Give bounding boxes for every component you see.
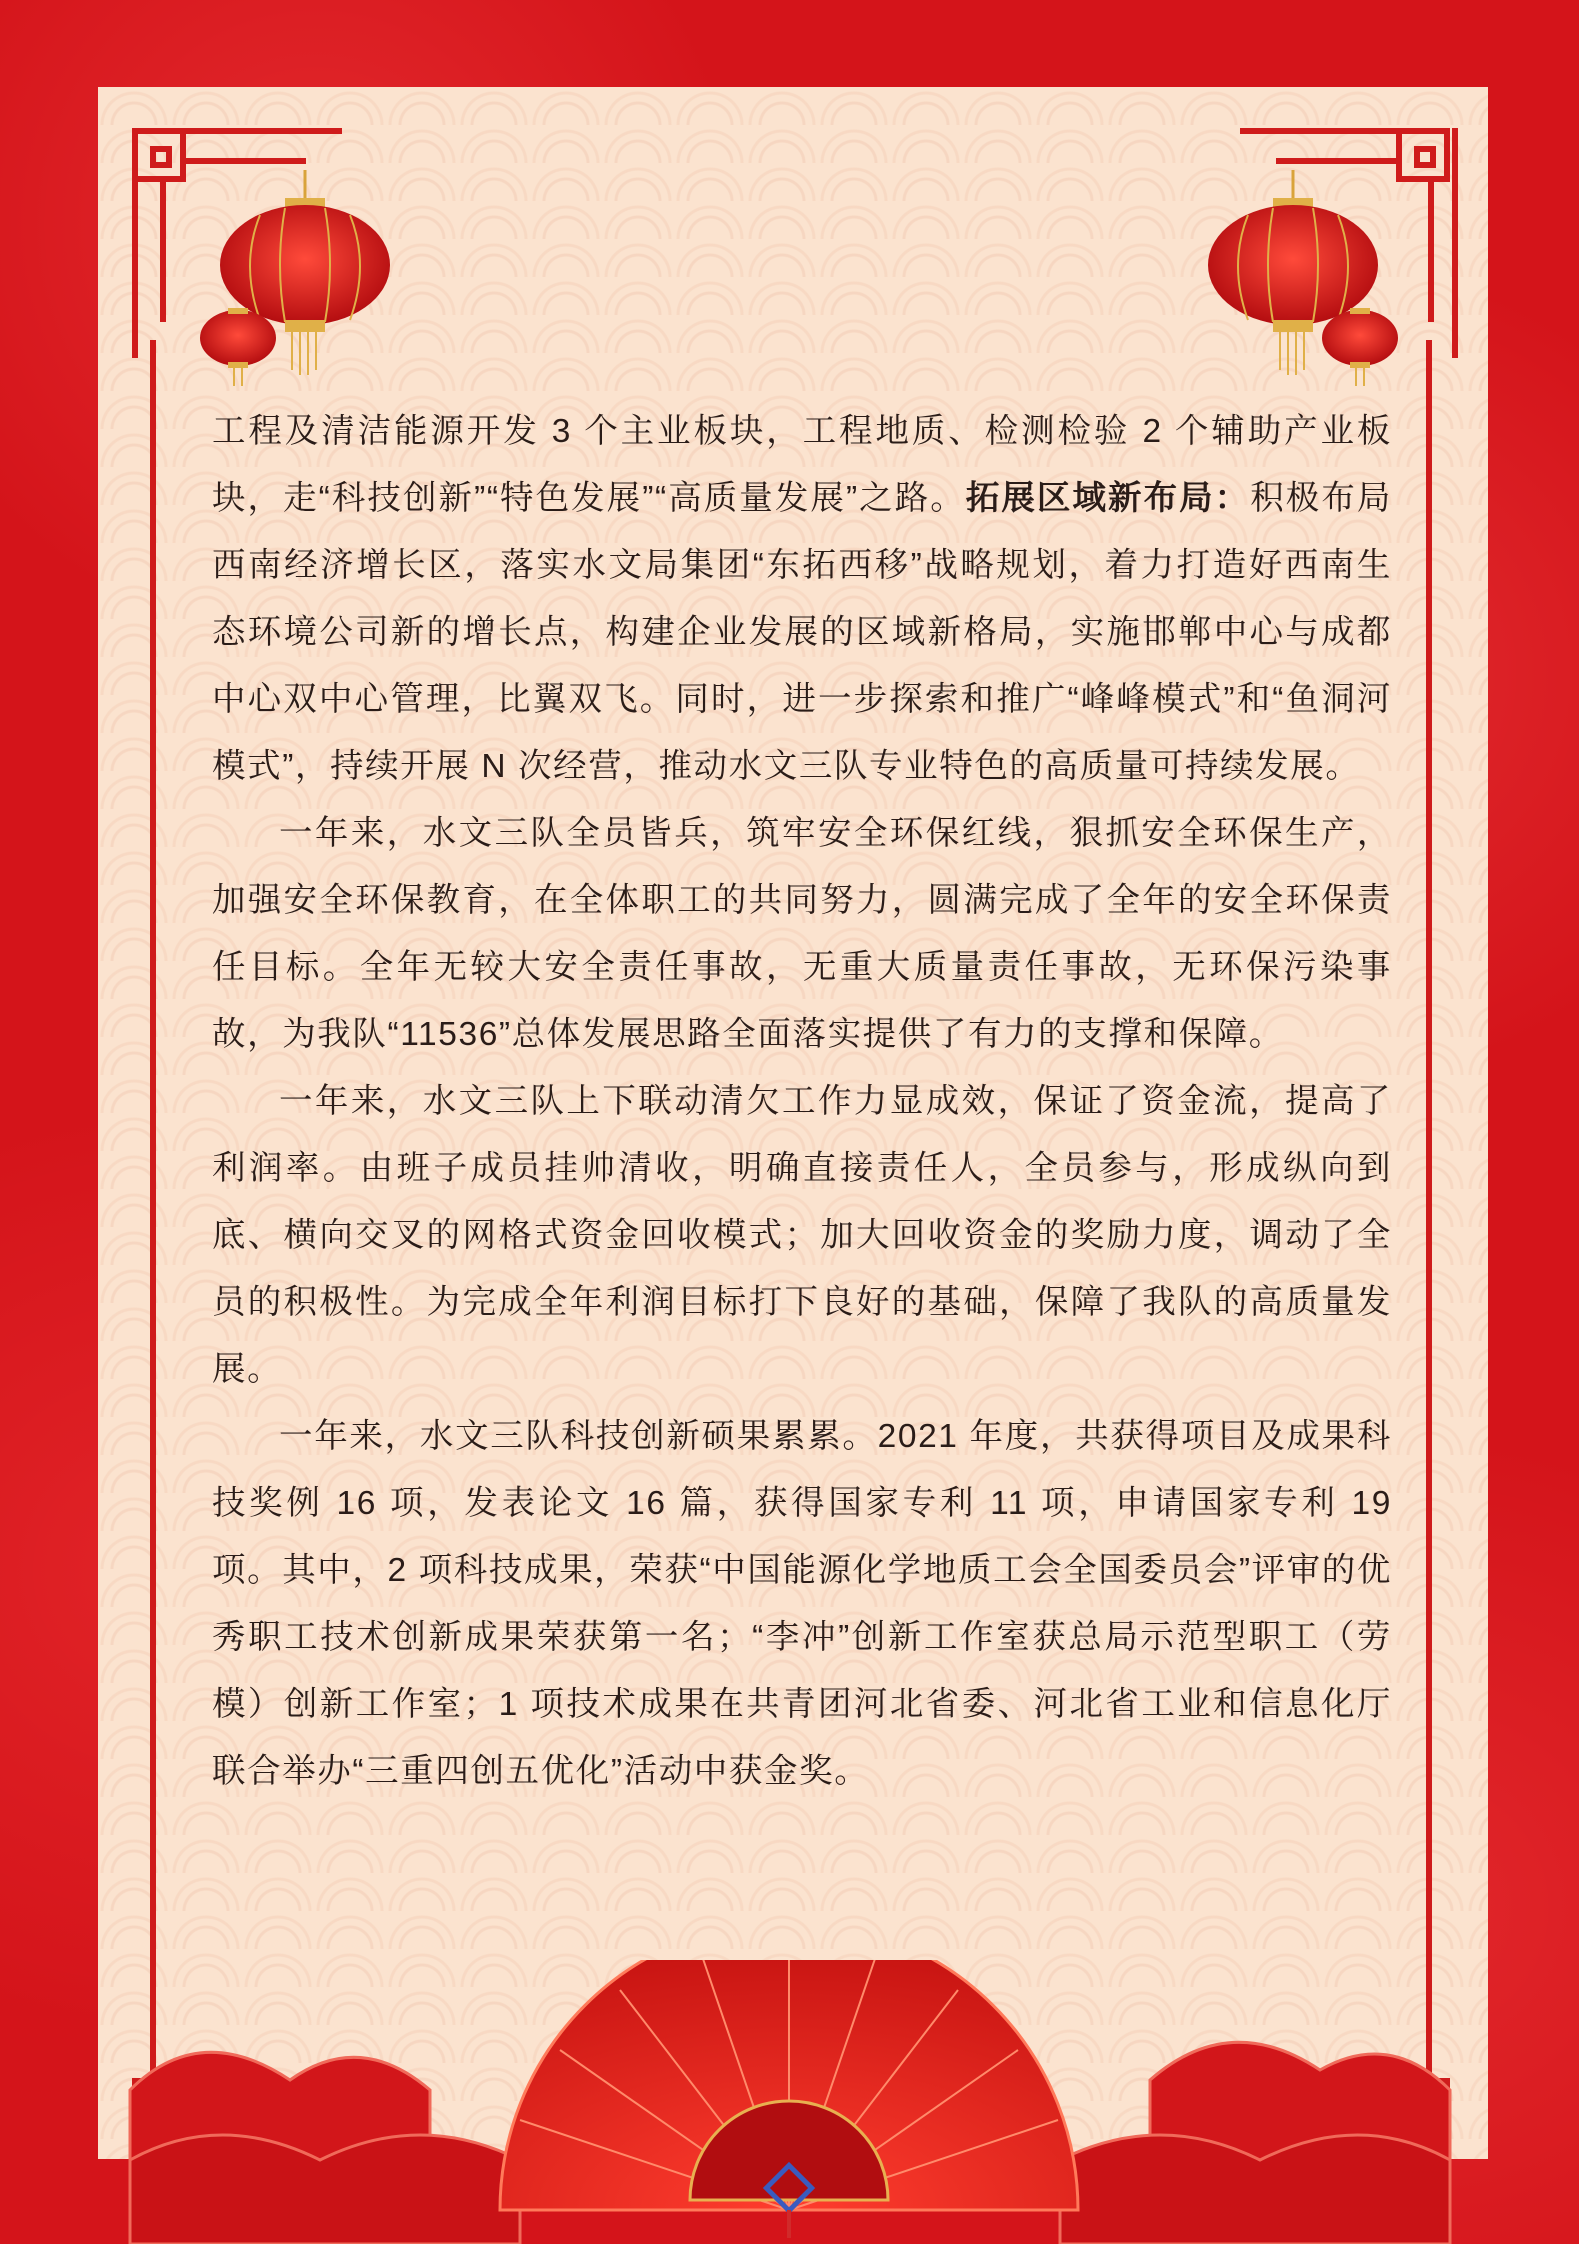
lantern-icon <box>198 300 278 390</box>
lantern-icon <box>1320 300 1400 390</box>
paragraph-1 <box>212 398 1392 800</box>
paragraph-2: 一年来，水文三队全员皆兵，筑牢安全环保红线，狠抓安全环保生产，加强安全环保教育，在全体职工的共同努力，圆满完成了全年的安全环保责任目标。全年无较大安全责任事故，无重大质量责任事故，无环保污染事故，为我队“11536”总体发展思路全面落实提供了有力的支撑和保障。 <box>212 815 1392 1053</box>
paragraph-text: 积极布局西南经济增长区，落实水文局集团“东拓西移”战略规划，着力打造好西南生态环境公司新的增长点，构建企业发展的区域新格局，实施邯郸中心与成都中心双中心管理，比翼双飞。同时，进一步探索和推广“峰峰模式”和“鱼洞河模式”，持续开展 N 次经营，推动水文三队专业特色的高质量可持续发展。 <box>212 480 1393 785</box>
paragraph-4: 一年来，水文三队科技创新硕果累累。2021 年度，共获得项目及成果科技奖例 16 项，发表论文 16 篇，获得国家专利 11 项，申请国家专利 19 项。其中，2 项科技成果，荣获“中国能源化学地质工会全国委员会”评审的优秀职工技术创新成果荣获第一名；“李冲”创新工作室获总局示范型职工（劳模）创新工作室；1 项技术成果在共青团河北省委、河北省工业和信息化厅联合举办“三重四创五优化”活动中获金奖。 <box>212 1418 1392 1790</box>
fan-icon <box>500 1960 1078 2210</box>
bold-heading: 拓展区域新布局： <box>965 480 1251 517</box>
paragraph-3: 一年来，水文三队上下联动清欠工作力显成效，保证了资金流，提高了利润率。由班子成员挂帅清收，明确直接责任人，全员参与，形成纵向到底、横向交叉的网格式资金回收模式；加大回收资金的奖励力度，调动了全员的积极性。为完成全年利润目标打下良好的基础，保障了我队的高质量发展。 <box>212 1083 1392 1388</box>
paragraph-text: 工程及清洁能源开发 3 个主业板块，工程地质、检测检验 2 个辅助产业板块，走“科技创新”“特色发展”“高质量发展”之路。 <box>212 413 1392 517</box>
bottom-decoration <box>0 1960 1579 2244</box>
article-body <box>212 398 1392 1805</box>
